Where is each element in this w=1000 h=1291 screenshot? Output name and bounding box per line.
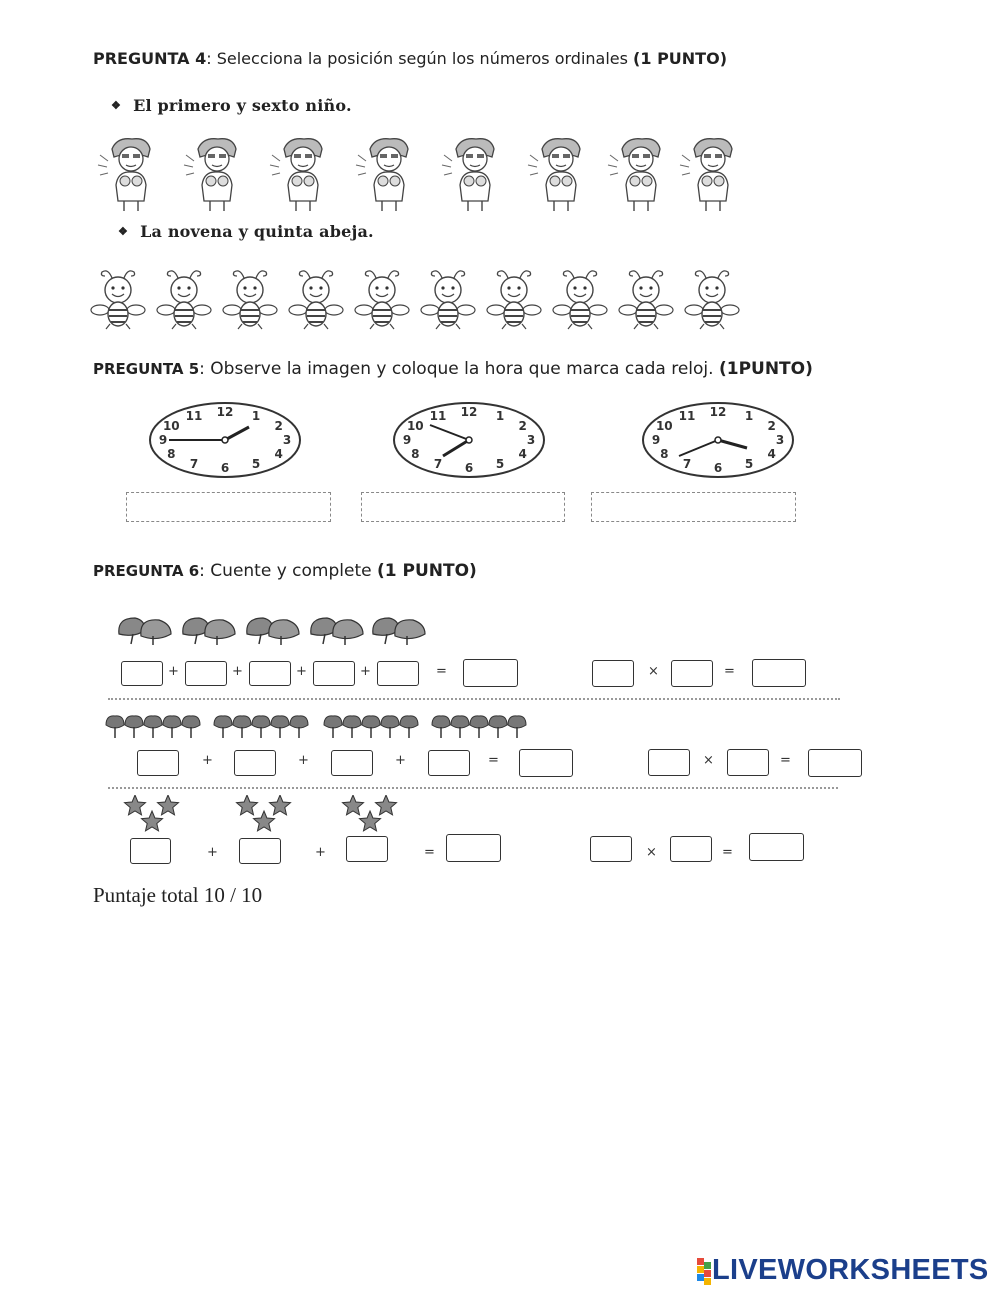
plus-sign: + <box>315 845 326 860</box>
question-6-title <box>93 561 477 581</box>
star-icon <box>142 811 163 831</box>
flower <box>271 716 289 728</box>
plus-sign: + <box>202 753 213 768</box>
clock-number: 6 <box>713 461 723 475</box>
flower <box>489 716 507 728</box>
row1-product-input[interactable] <box>752 659 806 687</box>
equals-sign: = <box>488 753 499 768</box>
kid-1[interactable] <box>98 139 150 211</box>
row1-factor-1-input[interactable] <box>592 660 634 687</box>
question-5-label: PREGUNTA 5 <box>93 360 200 378</box>
plus-sign: + <box>360 664 371 679</box>
kid-5[interactable] <box>442 139 494 211</box>
clock-number: 4 <box>274 447 283 461</box>
clock-number: 2 <box>767 419 776 433</box>
bee-1[interactable] <box>91 271 145 329</box>
question-6-text: : Cuente y complete <box>199 561 377 581</box>
flower <box>233 716 251 728</box>
flower <box>214 716 232 728</box>
bee-9[interactable] <box>619 271 673 329</box>
equals-sign: = <box>780 753 791 768</box>
clock-number: 6 <box>464 461 474 475</box>
star-group-3 <box>343 795 397 831</box>
flower <box>163 716 181 728</box>
row1-addend-1-input[interactable] <box>121 661 163 686</box>
clock-number: 11 <box>185 408 203 423</box>
clock-number: 5 <box>744 457 754 472</box>
kid-6[interactable] <box>528 139 580 211</box>
row1-addend-4-input[interactable] <box>313 661 355 686</box>
total-score: Puntaje total 10 / 10 <box>93 883 263 907</box>
clock-3-answer-input[interactable] <box>591 492 796 522</box>
leaf-pair-1 <box>119 618 171 645</box>
clock-1-answer-input[interactable] <box>126 492 331 522</box>
clock-number: 9 <box>158 433 168 447</box>
equals-sign: = <box>724 664 735 679</box>
row2-factor-1-input[interactable] <box>648 749 690 776</box>
flower-bunch-4 <box>432 716 526 738</box>
clock-number: 8 <box>411 447 420 461</box>
row2-addend-1-input[interactable] <box>137 750 179 776</box>
brand-name: LIVEWORKSHEETS <box>712 1254 989 1286</box>
clock-number: 8 <box>660 447 669 461</box>
row1-factor-2-input[interactable] <box>671 660 713 687</box>
equals-sign: = <box>424 845 435 860</box>
times-sign: × <box>648 664 659 679</box>
flower <box>252 716 270 728</box>
star-icon <box>343 795 364 815</box>
star-group-2 <box>237 795 291 831</box>
star-icon <box>270 795 291 815</box>
row3-sum-input[interactable] <box>446 834 501 862</box>
row2-addend-4-input[interactable] <box>428 750 470 776</box>
bee-4[interactable] <box>289 271 343 329</box>
question-6-points: (1 PUNTO) <box>376 561 477 581</box>
row1-addend-2-input[interactable] <box>185 661 227 686</box>
row1-sum-input[interactable] <box>463 659 518 687</box>
flower <box>290 716 308 728</box>
clock-number: 7 <box>189 457 199 472</box>
bee-8[interactable] <box>553 271 607 329</box>
flower <box>470 716 488 728</box>
clock-number: 4 <box>518 447 527 461</box>
star-icon <box>158 795 179 815</box>
flower <box>125 716 143 728</box>
bee-3[interactable] <box>223 271 277 329</box>
clock-number: 4 <box>767 447 776 461</box>
clock-number: 5 <box>251 457 261 472</box>
clock-number: 10 <box>406 419 424 433</box>
instruction-kids <box>111 96 352 115</box>
flower <box>508 716 526 728</box>
flower <box>144 716 162 728</box>
leaf-pair-4 <box>311 618 363 645</box>
star-icon <box>237 795 258 815</box>
question-4-label: PREGUNTA 4 <box>93 49 207 68</box>
flowers-svg <box>105 711 545 741</box>
clock-number: 7 <box>682 457 692 472</box>
row2-addend-3-input[interactable] <box>331 750 373 776</box>
plus-sign: + <box>168 664 179 679</box>
diamond-bullet-icon: ❖ <box>118 225 129 238</box>
clock-2 <box>394 403 544 477</box>
clock-number: 10 <box>655 419 673 433</box>
question-6-label: PREGUNTA 6 <box>93 562 200 580</box>
flower <box>451 716 469 728</box>
row2-sum-input[interactable] <box>519 749 573 777</box>
leaf-pair-3 <box>247 618 299 645</box>
clocks-row <box>145 400 805 484</box>
row3-factor-2-input[interactable] <box>670 836 712 862</box>
plus-sign: + <box>296 664 307 679</box>
times-sign: × <box>703 753 714 768</box>
question-5-text: : Observe la imagen y coloque la hora que marca cada reloj. <box>199 359 719 379</box>
row1-addend-3-input[interactable] <box>249 661 291 686</box>
bee-10[interactable] <box>685 271 739 329</box>
clock-number: 1 <box>495 408 505 423</box>
clock-number: 11 <box>678 408 696 423</box>
row3-addend-1-input[interactable] <box>130 838 171 864</box>
row2-addend-2-input[interactable] <box>234 750 276 776</box>
clock-1 <box>150 403 300 477</box>
kid-8[interactable] <box>680 139 732 211</box>
equals-sign: = <box>722 845 733 860</box>
stars-group <box>120 795 420 835</box>
instruction-bees-text: La novena y quinta abeja. <box>140 222 374 241</box>
clock-number: 7 <box>433 457 443 472</box>
clocks-svg <box>145 400 805 484</box>
kids-row <box>92 135 752 215</box>
times-sign: × <box>646 845 657 860</box>
clock-number: 3 <box>282 433 292 447</box>
row3-product-input[interactable] <box>749 833 804 861</box>
clock-number: 12 <box>709 405 727 419</box>
bee-7[interactable] <box>487 271 541 329</box>
row2-product-input[interactable] <box>808 749 862 777</box>
leaf-pair-5 <box>373 618 425 645</box>
star-group-1 <box>125 795 179 831</box>
diamond-bullet-icon: ❖ <box>111 99 122 112</box>
clock-number: 9 <box>651 433 661 447</box>
clock-number: 2 <box>518 419 527 433</box>
clock-number: 12 <box>460 405 478 419</box>
clock-number: 10 <box>162 419 180 433</box>
star-icon <box>125 795 146 815</box>
row1-addend-5-input[interactable] <box>377 661 419 686</box>
bees-row <box>90 266 760 332</box>
clock-center <box>466 437 472 443</box>
question-5-title <box>93 359 813 379</box>
star-icon <box>360 811 381 831</box>
question-5-points: (1PUNTO) <box>718 359 813 379</box>
kid-7[interactable] <box>608 139 660 211</box>
flower <box>106 716 124 728</box>
flower <box>343 716 361 728</box>
row3-addend-2-input[interactable] <box>239 838 281 864</box>
star-icon <box>254 811 275 831</box>
clock-number: 3 <box>526 433 536 447</box>
flower-bunch-2 <box>214 716 308 738</box>
kid-2[interactable] <box>184 139 236 211</box>
clock-3 <box>643 403 793 477</box>
stars-svg <box>120 795 420 835</box>
question-4-text: : Selecciona la posición según los números ordinales <box>206 49 634 68</box>
row3-factor-1-input[interactable] <box>590 836 632 862</box>
flowers-group <box>105 711 545 741</box>
instruction-bees <box>118 222 374 241</box>
clock-number: 1 <box>251 408 261 423</box>
question-4-points: (1 PUNTO) <box>633 49 727 68</box>
clock-number: 3 <box>775 433 785 447</box>
flower <box>381 716 399 728</box>
plus-sign: + <box>298 753 309 768</box>
row3-addend-3-input[interactable] <box>346 836 388 862</box>
bee-2[interactable] <box>157 271 211 329</box>
clock-number: 9 <box>402 433 412 447</box>
clock-number: 8 <box>167 447 176 461</box>
flower <box>400 716 418 728</box>
clock-number: 12 <box>216 405 234 419</box>
clock-number: 5 <box>495 457 505 472</box>
clock-number: 11 <box>429 408 447 423</box>
clock-number: 2 <box>274 419 283 433</box>
bee-6[interactable] <box>421 271 475 329</box>
liveworksheets-logo-icon <box>697 1258 711 1286</box>
star-icon <box>376 795 397 815</box>
separator-dotted <box>108 698 840 700</box>
clock-number: 6 <box>220 461 230 475</box>
flower-bunch-1 <box>106 716 200 738</box>
plus-sign: + <box>395 753 406 768</box>
flower-bunch-3 <box>324 716 418 738</box>
kid-4[interactable] <box>356 139 408 211</box>
clock-number: 1 <box>744 408 754 423</box>
question-4-title <box>93 49 727 68</box>
kid-3[interactable] <box>270 139 322 211</box>
equals-sign: = <box>436 664 447 679</box>
plus-sign: + <box>232 664 243 679</box>
plus-sign: + <box>207 845 218 860</box>
flower <box>182 716 200 728</box>
bee-5[interactable] <box>355 271 409 329</box>
clock-center <box>715 437 721 443</box>
separator-dotted <box>108 787 838 789</box>
clock-2-answer-input[interactable] <box>361 492 565 522</box>
leaves-group <box>115 612 435 648</box>
flower <box>432 716 450 728</box>
clock-center <box>222 437 228 443</box>
leaf-pair-2 <box>183 618 235 645</box>
flower <box>362 716 380 728</box>
flower <box>324 716 342 728</box>
row2-factor-2-input[interactable] <box>727 749 769 776</box>
instruction-kids-text: El primero y sexto niño. <box>133 96 352 115</box>
